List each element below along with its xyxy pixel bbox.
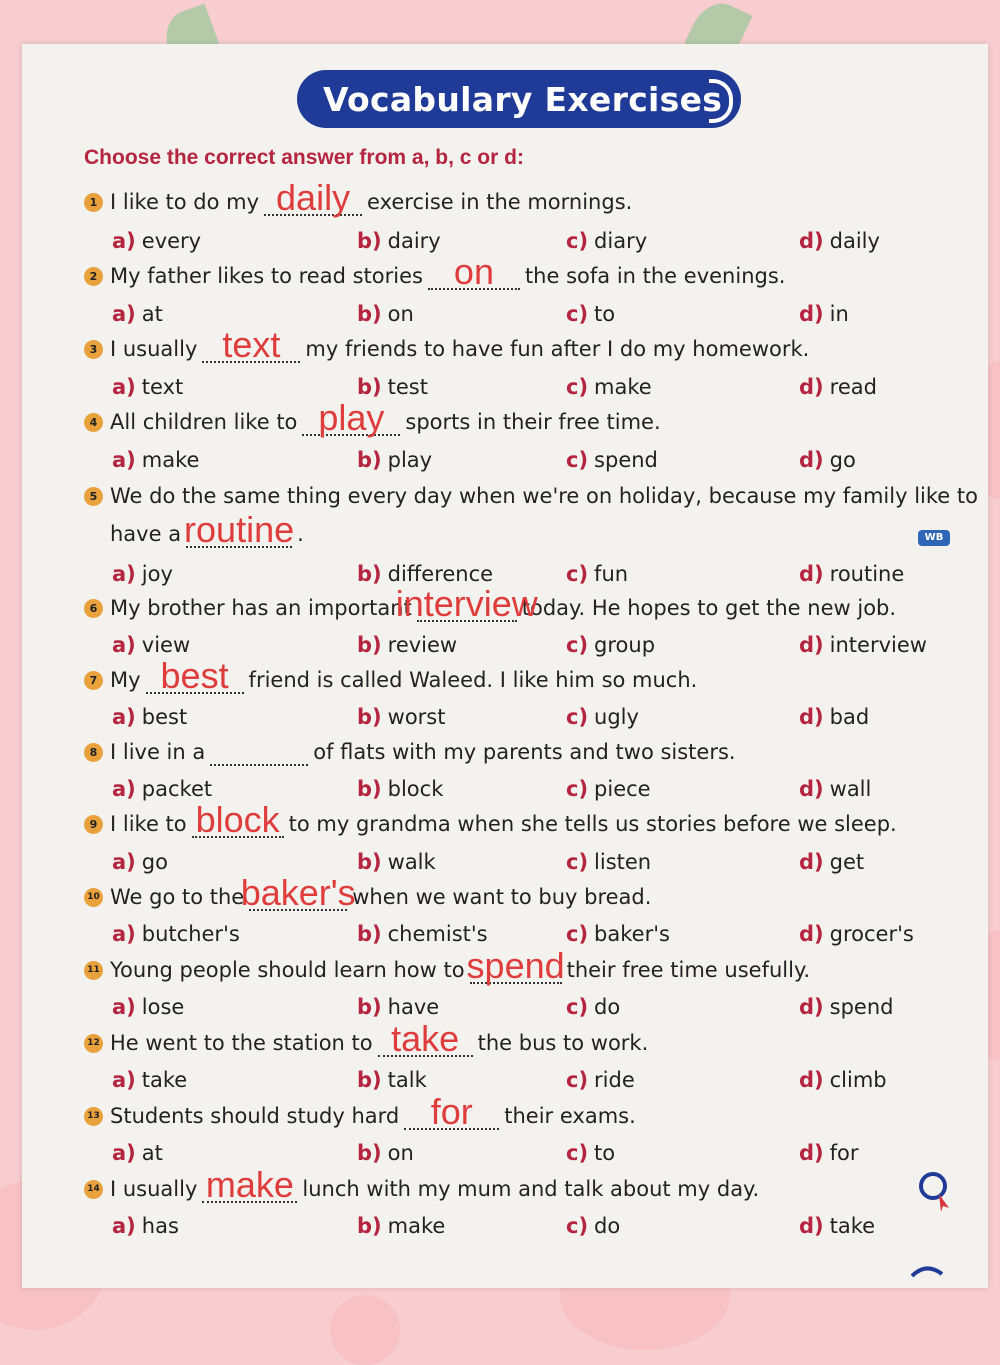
option-c[interactable]	[566, 1214, 620, 1238]
option-letter: d)	[799, 633, 824, 657]
option-text: piece	[594, 777, 651, 801]
answer-blank[interactable]	[184, 509, 295, 550]
option-letter: d)	[799, 1068, 824, 1092]
option-c[interactable]	[566, 850, 651, 874]
option-letter: b)	[357, 922, 382, 946]
option-text: diary	[594, 229, 648, 253]
option-d[interactable]	[799, 1214, 875, 1238]
question-10	[84, 872, 964, 914]
option-text: bad	[829, 705, 870, 729]
option-d[interactable]	[799, 1068, 887, 1092]
handwritten-answer: routine	[184, 509, 295, 550]
option-c[interactable]	[566, 229, 647, 253]
question-text-before: Students should study hard	[110, 1104, 400, 1128]
option-letter: b)	[357, 995, 382, 1019]
option-letter: c)	[566, 562, 589, 586]
option-text: spend	[829, 995, 894, 1019]
handwritten-answer: text	[222, 324, 281, 365]
question-12	[84, 1018, 964, 1060]
option-letter: d)	[799, 375, 824, 399]
question-text-before: We do the same thing every day when we're on holiday, because my family like to	[110, 484, 978, 508]
option-letter: a)	[112, 922, 136, 946]
option-a[interactable]	[112, 448, 199, 472]
question-text-after: their free time usefully.	[566, 958, 811, 982]
option-d[interactable]	[799, 922, 914, 946]
option-text: grocer's	[829, 922, 914, 946]
option-text: do	[594, 995, 621, 1019]
option-d[interactable]	[799, 705, 869, 729]
option-letter: c)	[566, 850, 589, 874]
handwritten-answer: take	[391, 1018, 460, 1059]
question-5	[84, 479, 978, 513]
option-letter: a)	[112, 1214, 136, 1238]
question-text-before: Young people should learn how to	[110, 958, 465, 982]
option-row	[0, 375, 900, 407]
option-letter: d)	[799, 448, 824, 472]
question-text-before: I like to	[110, 812, 187, 836]
question-number-badge: 10	[84, 888, 103, 907]
option-letter: b)	[357, 1068, 382, 1092]
question-text-before: He went to the station to	[110, 1031, 373, 1055]
option-text: make	[594, 375, 652, 399]
option-letter: b)	[357, 633, 382, 657]
option-letter: b)	[357, 562, 382, 586]
option-text: daily	[829, 229, 880, 253]
option-c[interactable]	[566, 995, 620, 1019]
option-letter: d)	[799, 922, 824, 946]
option-d[interactable]	[799, 850, 864, 874]
option-letter: a)	[112, 229, 136, 253]
option-text: chemist's	[387, 922, 488, 946]
handwritten-answer: baker's	[240, 872, 356, 913]
option-text: lose	[141, 995, 185, 1019]
option-b[interactable]	[357, 995, 439, 1019]
option-letter: a)	[112, 1068, 136, 1092]
question-text-after: the bus to work.	[477, 1031, 649, 1055]
question-1	[84, 177, 964, 219]
option-c[interactable]	[566, 375, 652, 399]
option-text: ride	[594, 1068, 635, 1092]
option-letter: d)	[799, 229, 824, 253]
option-a[interactable]	[112, 633, 190, 657]
option-text: group	[594, 633, 656, 657]
option-letter: b)	[357, 777, 382, 801]
option-c[interactable]	[566, 922, 670, 946]
option-text: block	[387, 777, 444, 801]
option-text: routine	[829, 562, 905, 586]
answer-blank[interactable]	[240, 872, 356, 913]
option-row	[0, 448, 900, 480]
option-d[interactable]	[799, 302, 849, 326]
option-text: for	[829, 1141, 859, 1165]
option-text: take	[829, 1214, 876, 1238]
question-number-badge: 4	[84, 413, 103, 432]
instruction: Choose the correct answer from a, b, c or d:	[84, 146, 524, 169]
option-letter: c)	[566, 375, 589, 399]
option-letter: a)	[112, 1141, 136, 1165]
option-text: worst	[387, 705, 446, 729]
question-number-badge: 6	[84, 599, 103, 618]
question-number-badge: 1	[84, 193, 103, 212]
option-letter: d)	[799, 1214, 824, 1238]
option-b[interactable]	[357, 1214, 445, 1238]
question-number-badge: 13	[84, 1107, 103, 1126]
option-b[interactable]	[357, 777, 443, 801]
answer-blank[interactable]	[404, 1091, 499, 1132]
option-b[interactable]	[357, 302, 414, 326]
question-text-before: My brother has an important	[110, 596, 412, 620]
answer-blank[interactable]	[378, 1018, 473, 1059]
answer-blank[interactable]	[202, 324, 300, 365]
handwritten-answer: block	[195, 799, 280, 840]
option-a[interactable]	[112, 777, 212, 801]
handwritten-answer: for	[430, 1091, 473, 1132]
question-13	[84, 1091, 964, 1133]
option-a[interactable]	[112, 229, 201, 253]
option-text: ugly	[594, 705, 639, 729]
option-letter: c)	[566, 995, 589, 1019]
option-letter: a)	[112, 302, 136, 326]
answer-blank[interactable]	[395, 583, 538, 624]
title-arc-icon	[709, 79, 733, 123]
option-d[interactable]	[799, 562, 904, 586]
option-a[interactable]	[112, 302, 163, 326]
option-letter: a)	[112, 777, 136, 801]
option-b[interactable]	[357, 1068, 427, 1092]
option-text: at	[141, 1141, 163, 1165]
question-text-before: I live in a	[110, 740, 206, 764]
option-row	[0, 302, 900, 334]
question-text-after: of flats with my parents and two sisters.	[313, 740, 736, 764]
option-text: fun	[594, 562, 629, 586]
option-a[interactable]	[112, 995, 184, 1019]
question-text-after: when we want to buy bread.	[352, 885, 652, 909]
answer-blank[interactable]	[202, 1164, 297, 1205]
option-text: go	[141, 850, 168, 874]
question-14	[84, 1164, 964, 1206]
question-text-before: We go to the	[110, 885, 245, 909]
question-4	[84, 397, 964, 439]
option-letter: c)	[566, 1141, 589, 1165]
option-c[interactable]	[566, 1141, 615, 1165]
question-number-badge: 11	[84, 961, 103, 980]
option-row	[0, 922, 914, 954]
option-c[interactable]	[566, 633, 655, 657]
option-text: talk	[387, 1068, 427, 1092]
option-text: listen	[594, 850, 652, 874]
question-7	[84, 655, 964, 697]
question-number-badge: 3	[84, 340, 103, 359]
question-text-before: have a	[110, 522, 182, 546]
option-text: play	[387, 448, 433, 472]
question-number-badge: 9	[84, 815, 103, 834]
question-text-after: the sofa in the evenings.	[524, 264, 786, 288]
option-letter: a)	[112, 995, 136, 1019]
question-3	[84, 324, 964, 366]
handwritten-answer: play	[318, 397, 385, 438]
option-b[interactable]	[357, 448, 432, 472]
question-text-after: friend is called Waleed. I like him so much.	[248, 668, 698, 692]
question-number-badge: 2	[84, 267, 103, 286]
option-letter: d)	[799, 1141, 824, 1165]
answer-blank[interactable]	[428, 251, 520, 292]
option-c[interactable]	[566, 777, 651, 801]
option-d[interactable]	[799, 375, 877, 399]
option-text: joy	[141, 562, 173, 586]
question-text-after: lunch with my mum and talk about my day.	[302, 1177, 760, 1201]
option-c[interactable]	[566, 705, 639, 729]
option-a[interactable]	[112, 705, 187, 729]
question-text-after: sports in their free time.	[405, 410, 661, 434]
option-b[interactable]	[357, 633, 457, 657]
option-letter: b)	[357, 705, 382, 729]
option-text: packet	[141, 777, 213, 801]
option-letter: b)	[357, 850, 382, 874]
option-letter: c)	[566, 229, 589, 253]
option-text: on	[387, 1141, 414, 1165]
question-text-after: .	[297, 522, 304, 546]
option-text: view	[141, 633, 191, 657]
option-text: take	[141, 1068, 188, 1092]
option-d[interactable]	[799, 995, 893, 1019]
option-text: make	[141, 448, 200, 472]
option-text: review	[387, 633, 458, 657]
option-letter: c)	[566, 705, 589, 729]
option-row	[0, 229, 900, 261]
page-title	[297, 70, 741, 128]
option-text: to	[594, 302, 616, 326]
question-number-badge: 5	[84, 487, 103, 506]
option-letter: b)	[357, 448, 382, 472]
answer-blank[interactable]	[210, 750, 308, 766]
question-2	[84, 251, 964, 293]
option-c[interactable]	[566, 448, 658, 472]
option-c[interactable]	[566, 562, 628, 586]
handwritten-answer: on	[453, 251, 494, 292]
option-letter: b)	[357, 1141, 382, 1165]
option-text: in	[829, 302, 849, 326]
option-text: wall	[829, 777, 872, 801]
option-text: best	[141, 705, 188, 729]
option-b[interactable]	[357, 922, 488, 946]
option-letter: d)	[799, 995, 824, 1019]
option-b[interactable]	[357, 705, 445, 729]
option-letter: c)	[566, 777, 589, 801]
option-letter: a)	[112, 562, 136, 586]
option-letter: a)	[112, 633, 136, 657]
option-d[interactable]	[799, 448, 856, 472]
option-letter: a)	[112, 448, 136, 472]
question-text-before: My father likes to read stories	[110, 264, 423, 288]
option-d[interactable]	[799, 229, 880, 253]
question-text-before: My	[110, 668, 141, 692]
option-letter: d)	[799, 850, 824, 874]
option-letter: a)	[112, 375, 136, 399]
option-text: go	[829, 448, 856, 472]
option-letter: d)	[799, 705, 824, 729]
option-row	[0, 777, 900, 809]
option-letter: a)	[112, 850, 136, 874]
question-9	[84, 799, 964, 841]
option-row	[0, 850, 900, 882]
question-number-badge: 14	[84, 1180, 103, 1199]
option-b[interactable]	[357, 850, 436, 874]
option-letter: d)	[799, 302, 824, 326]
option-text: test	[387, 375, 428, 399]
question-6	[84, 583, 964, 625]
option-text: spend	[594, 448, 658, 472]
option-letter: d)	[799, 777, 824, 801]
handwritten-answer: spend	[466, 945, 565, 986]
question-text-before: I like to do my	[110, 190, 260, 214]
option-letter: a)	[112, 705, 136, 729]
answer-blank[interactable]	[466, 945, 565, 986]
question-number-badge: 12	[84, 1034, 103, 1053]
decoration-arc-icon	[908, 1262, 948, 1282]
option-text: get	[829, 850, 865, 874]
option-a[interactable]	[112, 850, 168, 874]
question-text-before: I usually	[110, 1177, 198, 1201]
handwritten-answer: daily	[276, 177, 351, 218]
option-text: text	[141, 375, 184, 399]
option-letter: c)	[566, 302, 589, 326]
option-row	[0, 705, 900, 737]
option-b[interactable]	[357, 1141, 414, 1165]
workbook-badge: WB	[918, 530, 950, 546]
option-a[interactable]	[112, 1068, 187, 1092]
option-b[interactable]	[357, 375, 428, 399]
option-text: dairy	[387, 229, 441, 253]
option-text: every	[141, 229, 202, 253]
option-text: read	[829, 375, 877, 399]
question-text-after: to my grandma when she tells us stories before we sleep.	[288, 812, 897, 836]
option-letter: d)	[799, 562, 824, 586]
question-text-after: today. He hopes to get the new job.	[521, 596, 897, 620]
answer-blank[interactable]	[264, 177, 362, 218]
option-letter: c)	[566, 448, 589, 472]
option-text: interview	[829, 633, 927, 657]
option-a[interactable]	[112, 1214, 179, 1238]
option-letter: c)	[566, 922, 589, 946]
option-letter: c)	[566, 633, 589, 657]
handwritten-answer: best	[160, 655, 229, 696]
option-c[interactable]	[566, 302, 615, 326]
question-number-badge: 7	[84, 671, 103, 690]
option-a[interactable]	[112, 922, 240, 946]
option-text: to	[594, 1141, 616, 1165]
option-b[interactable]	[357, 229, 441, 253]
answer-blank[interactable]	[192, 799, 284, 840]
option-a[interactable]	[112, 562, 173, 586]
option-c[interactable]	[566, 1068, 635, 1092]
option-letter: b)	[357, 375, 382, 399]
option-text: climb	[829, 1068, 887, 1092]
option-text: make	[387, 1214, 446, 1238]
option-a[interactable]	[112, 1141, 163, 1165]
question-5-continued	[84, 509, 964, 551]
option-row	[0, 633, 927, 665]
option-text: has	[141, 1214, 179, 1238]
handwritten-answer: interview	[395, 583, 538, 624]
question-text-before: I usually	[110, 337, 198, 361]
question-8	[84, 735, 964, 769]
option-text: difference	[387, 562, 494, 586]
option-row	[0, 1141, 900, 1173]
option-text: on	[387, 302, 414, 326]
option-a[interactable]	[112, 375, 183, 399]
question-11	[84, 945, 964, 987]
option-text: baker's	[594, 922, 670, 946]
question-text-after: exercise in the mornings.	[367, 190, 633, 214]
option-d[interactable]	[799, 777, 871, 801]
option-text: have	[387, 995, 440, 1019]
option-letter: c)	[566, 1068, 589, 1092]
answer-blank[interactable]	[146, 655, 244, 696]
option-row	[0, 1214, 900, 1246]
question-number-badge: 8	[84, 743, 103, 762]
option-letter: b)	[357, 1214, 382, 1238]
option-text: do	[594, 1214, 621, 1238]
peach-decoration	[330, 1295, 400, 1365]
option-text: walk	[387, 850, 436, 874]
medal-icon	[915, 1170, 955, 1220]
question-text-after: my friends to have fun after I do my homework.	[305, 337, 810, 361]
option-text: butcher's	[141, 922, 240, 946]
question-text-after: their exams.	[504, 1104, 636, 1128]
question-text-before: All children like to	[110, 410, 298, 434]
option-letter: b)	[357, 229, 382, 253]
option-d[interactable]	[799, 633, 927, 657]
page-title-text: Vocabulary Exercises	[323, 79, 723, 119]
option-d[interactable]	[799, 1141, 859, 1165]
option-letter: b)	[357, 302, 382, 326]
option-text: at	[141, 302, 163, 326]
handwritten-answer: make	[205, 1164, 294, 1205]
option-letter: c)	[566, 1214, 589, 1238]
answer-blank[interactable]	[302, 397, 400, 438]
